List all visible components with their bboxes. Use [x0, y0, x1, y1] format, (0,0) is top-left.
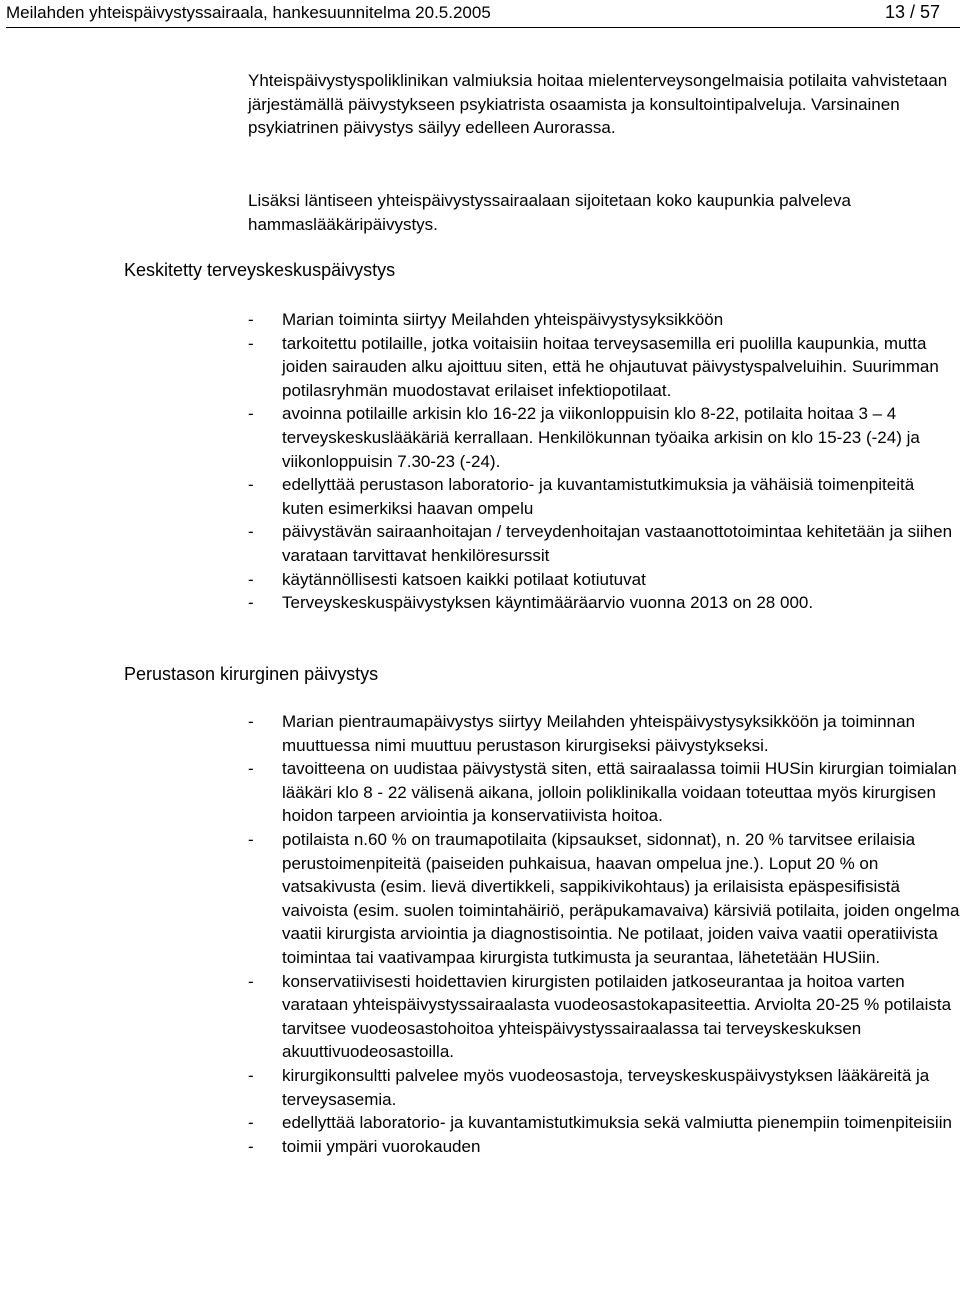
list-item: - edellyttää perustason laboratorio- ja kuvantamistutkimuksia ja vähäisiä toimenpiteitä kuten esimerkiksi haavan ompelu — [248, 473, 960, 520]
header-divider — [6, 27, 960, 28]
list-item: - edellyttää laboratorio- ja kuvantamistutkimuksia sekä valmiutta pienempiin toimenpiteisiin — [248, 1111, 960, 1135]
list-item: - konservatiivisesti hoidettavien kirurgisten potilaiden jatkoseurantaa ja hoitoa varten varataan yhteispäivystyssairaalasta vuodeosastokapasiteettia. Arviolta 20-25 % potilaista tarvitsee vuodeosastohoitoa yhteispäivystyssairaalassa tai terveyskeskuksen akuuttivuodeosastoilla. — [248, 970, 960, 1064]
kirurginen-paivystys-list — [248, 710, 960, 1158]
page-header — [6, 0, 940, 26]
list-item: - Terveyskeskuspäivystyksen käyntimääräarvio vuonna 2013 on 28 000. — [248, 591, 960, 615]
list-item: - avoinna potilaille arkisin klo 16-22 ja viikonloppuisin klo 8-22, potilaita hoitaa 3 – 4 terveyskeskuslääkäriä kerrallaan. Henkilökunnan työaika arkisin on klo 15-23 (-24) ja viikonloppuisin 7.30-23 (-24). — [248, 402, 960, 473]
document-title: Meilahden yhteispäivystyssairaala, hankesuunnitelma 20.5.2005 — [6, 3, 491, 23]
list-item: - käytännöllisesti katsoen kaikki potilaat kotiutuvat — [248, 568, 960, 592]
list-item: - potilaista n.60 % on traumapotilaita (kipsaukset, sidonnat), n. 20 % tarvitsee erilaisia perustoimenpiteitä (paiseiden puhkaisua, haavan ompelua jne.). Loput 20 % on vatsakivusta (esim. lievä divertikkeli, sappikivikohtaus) ja erilaisista epäspesifisistä vaivoista (esim. suolen toimintahäiriö, peräpukamavaiva) kärsiviä potilaita, joiden ongelma vaatii kirurgista arviointia ja diagnostisointia. Ne potilaat, joiden vaiva vaatii operatiivista toimintaa tai vaativampaa kirurgista tutkimusta ja seurantaa, lähetetään HUSiin. — [248, 828, 960, 970]
page-number: 13 / 57 — [884, 2, 940, 23]
section-heading-kirurginen-paivystys: Perustason kirurginen päivystys — [124, 664, 379, 684]
list-item: - kirurgikonsultti palvelee myös vuodeosastoja, terveyskeskuspäivystyksen lääkäreitä ja terveysasemia. — [248, 1064, 960, 1111]
list-item: - päivystävän sairaanhoitajan / terveydenhoitajan vastaanottotoimintaa kehitetään ja siihen varataan tarvittavat henkilöresurssit — [248, 520, 960, 567]
list-item: - Marian pientraumapäivystys siirtyy Meilahden yhteispäivystysyksikköön ja toiminnan muuttuessa nimi muuttuu perustason kirurgiseksi päivystykseksi. — [248, 710, 960, 757]
intro-paragraph-2: Lisäksi läntiseen yhteispäivystyssairaalaan sijoitetaan koko kaupunkia palveleva hammaslääkäripäivystys. — [248, 191, 851, 234]
list-item: - tavoitteena on uudistaa päivystystä siten, että sairaalassa toimii HUSin kirurgian toimialan lääkäri klo 8 - 22 välisenä aikana, jolloin poliklinikalla voidaan toteuttaa myös kirurgisen hoidon tarpeen arviointia ja konservatiivista hoitoa. — [248, 757, 960, 828]
list-item: - Marian toiminta siirtyy Meilahden yhteispäivystysyksikköön — [248, 308, 960, 332]
section-heading-terveyskeskuspaivystys: Keskitetty terveyskeskuspäivystys — [124, 260, 396, 280]
intro-paragraph-1: Yhteispäivystyspoliklinikan valmiuksia hoitaa mielenterveysongelmaisia potilaita vahvistetaan järjestämällä päivystykseen psykiatrista osaamista ja konsultointipalveluja. Varsinainen psykiatrinen päivystys säilyy edelleen Aurorassa. — [248, 71, 948, 138]
list-item: - tarkoitettu potilaille, jotka voitaisiin hoitaa terveysasemilla eri puolilla kaupunkia, mutta joiden sairauden alku ajoittuu siten, että he ohjautuvat päivystyspalveluihin. Suurimman potilasryhmän muodostavat erilaiset infektiopotilaat. — [248, 332, 960, 403]
list-item: - toimii ympäri vuorokauden — [248, 1135, 960, 1159]
terveyskeskuspaivystys-list — [248, 308, 960, 615]
